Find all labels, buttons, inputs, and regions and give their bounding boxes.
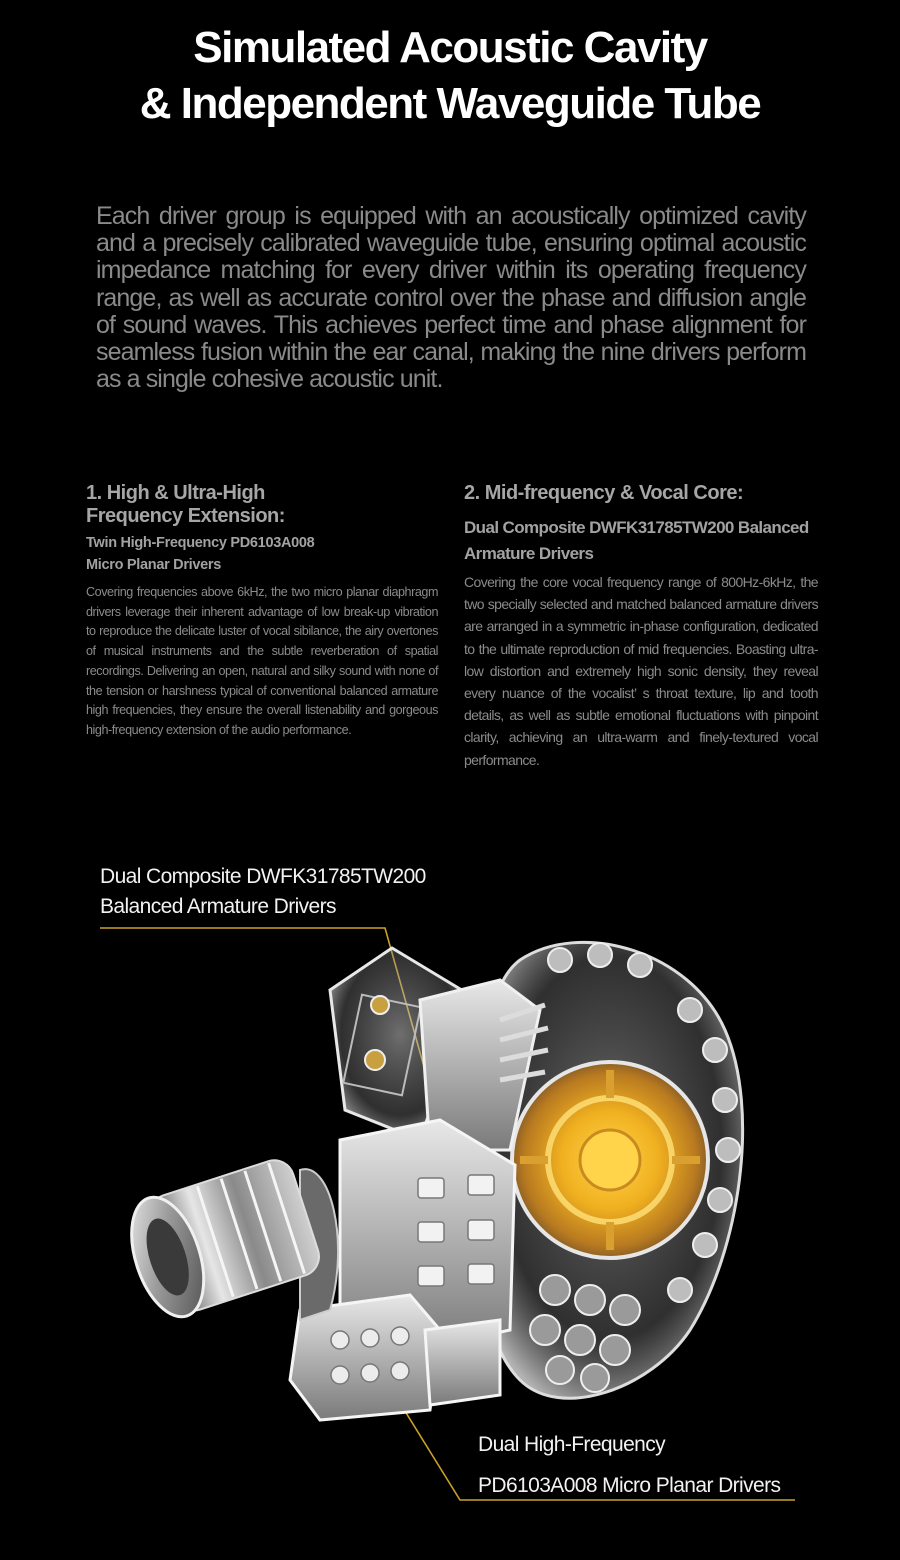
section-body: Covering frequencies above 6kHz, the two micro planar diaphragm drivers leverage their inherent advantage of low break-up vibration to reproduce the delicate luster of vocal sibilance, the airy overtones of musical instruments and the subtle reverberation of spatial recordings. Delivering an open, natural and silky sound with none of the tension or harshness typical of conventional balanced armature high frequencies, they ensure the overall listenability and gorgeous high-frequency extension of the audio performance.: [86, 585, 438, 737]
section-sub-line-2: Armature Drivers: [464, 544, 594, 563]
dynamic-driver: [512, 1062, 708, 1258]
section-heading: 2. Mid-frequency & Vocal Core:: [464, 482, 744, 504]
section-heading-line-2: Frequency Extension:: [86, 505, 285, 527]
callout-top-label: [100, 862, 426, 922]
callout-bottom-line-1: Dual High-Frequency: [478, 1433, 666, 1456]
callout-top-line-1: Dual Composite DWFK31785TW200: [100, 865, 426, 888]
section-sub-line-2: Micro Planar Drivers: [86, 557, 222, 573]
title-line-1: Simulated Acoustic Cavity: [193, 23, 707, 72]
section-sub-line-1: Dual Composite DWFK31785TW200 Balanced: [464, 518, 809, 537]
callout-bottom-label: [478, 1424, 780, 1506]
intro-paragraph: Each driver group is equipped with an acoustically optimized cavity and a precisely calibrated waveguide tube, ensuring optimal acoustic impedance matching for every driver within its operating frequency range, as well as accurate control over the phase and diffusion angle of sound waves. This achieves perfect time and phase alignment for seamless fusion within the ear canal, making the nine drivers perform as a single cohesive acoustic unit.: [96, 202, 806, 394]
sound-nozzle: [118, 1153, 338, 1326]
section-body: Covering the core vocal frequency range of 800Hz-6kHz, the two specially selected and matched balanced armature drivers are arranged in a symmetric in-phase configuration, dedicated to the ultimate reproduction of mid frequencies. Boasting ultra-low distortion and extremely high sonic density, they reveal every nuance of the vocalist’ s throat texture, lip and tooth details, as well as subtle emotional fluctuations with pinpoint clarity, achieving an ultra-warm and finely-textured vocal performance.: [464, 574, 818, 768]
section-heading-line-1: 1. High & Ultra-High: [86, 482, 265, 504]
callout-top-line-2: Balanced Armature Drivers: [100, 895, 336, 918]
title-line-2: & Independent Waveguide Tube: [139, 79, 761, 128]
section-sub-line-1: Twin High-Frequency PD6103A008: [86, 535, 315, 551]
callout-bottom-line-2: PD6103A008 Micro Planar Drivers: [478, 1474, 781, 1497]
